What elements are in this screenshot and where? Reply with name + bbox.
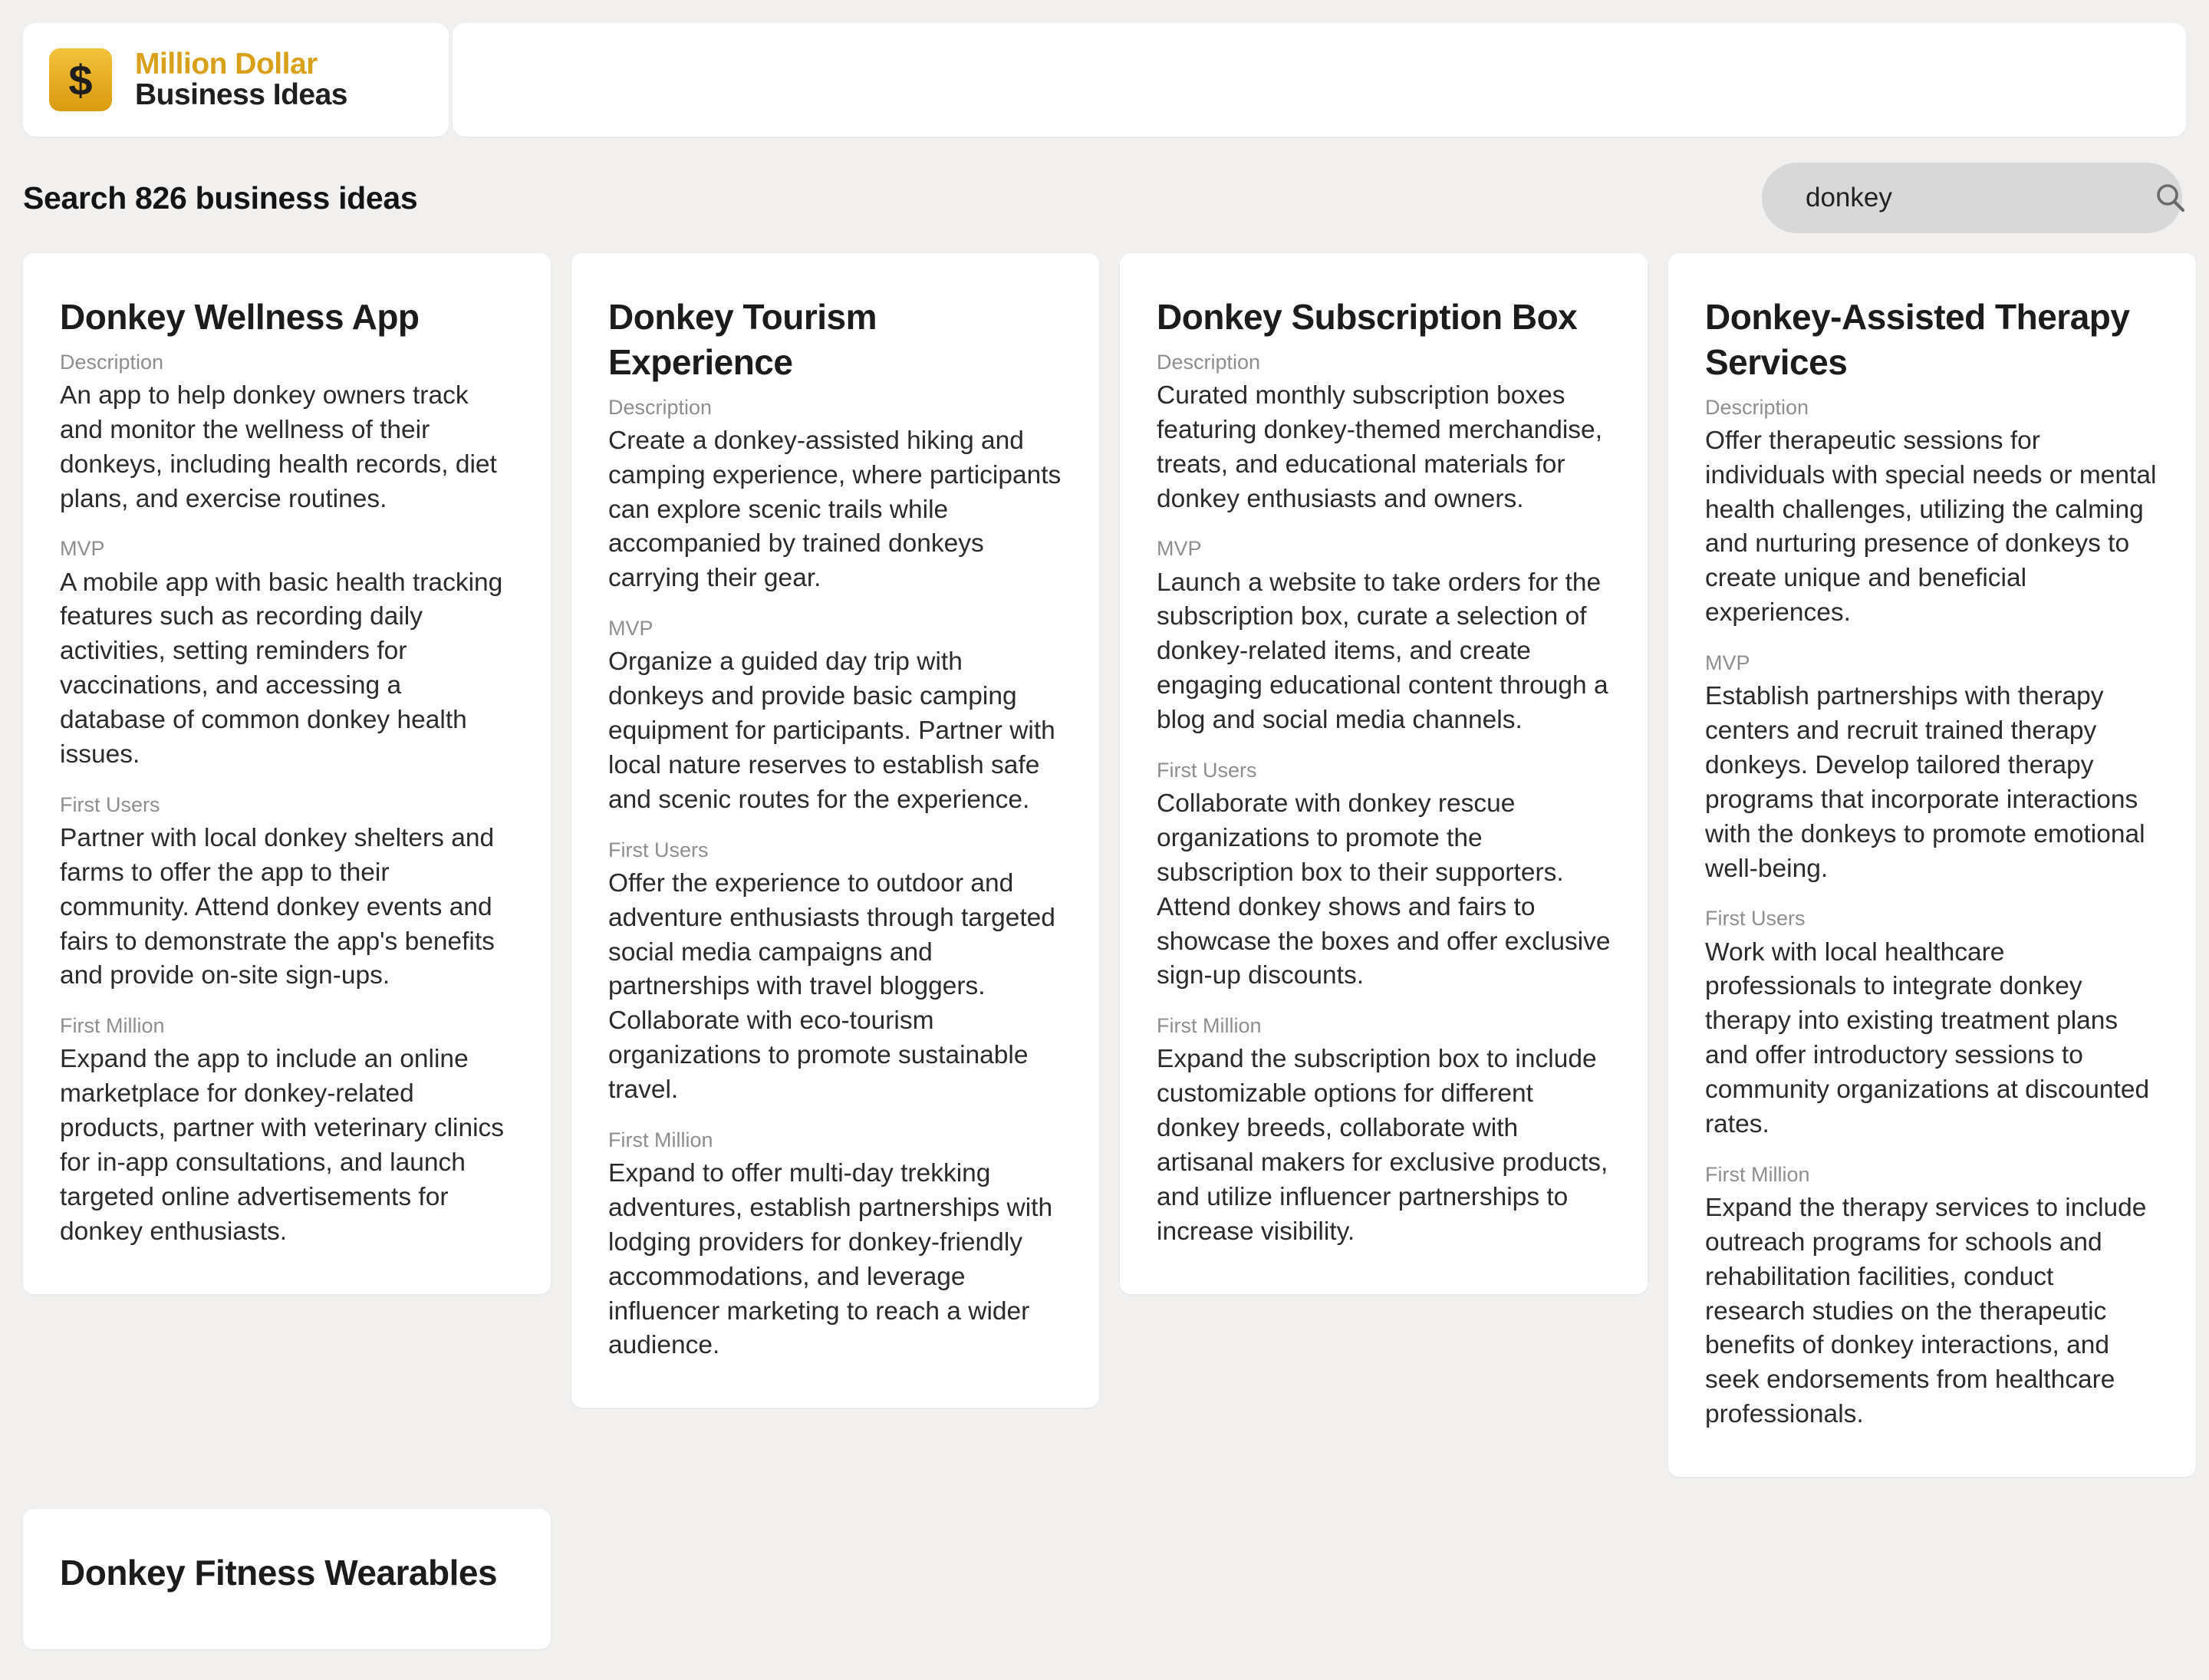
section-text: Launch a website to take orders for the subscription box, curate a selection of donkey-related items, and create engaging educational content through a blog and social media channels. — [1157, 568, 1608, 735]
search-box[interactable] — [1762, 163, 2182, 233]
idea-card[interactable] — [23, 253, 551, 1294]
dollar-glyph: $ — [68, 55, 93, 104]
section-text: An app to help donkey owners track and monitor the wellness of their donkeys, including health records, diet plans, and exercise routines. — [60, 380, 497, 513]
card-section — [1157, 349, 1611, 517]
search-row — [23, 163, 2182, 233]
section-label: Description — [1157, 350, 1261, 374]
card-title: Donkey Tourism Experience — [608, 297, 877, 382]
header — [23, 23, 2186, 137]
card-section — [60, 1013, 514, 1249]
logo-line2: Business Ideas — [135, 78, 347, 111]
idea-card[interactable] — [571, 253, 1099, 1408]
card-section — [60, 792, 514, 993]
card-section — [60, 535, 514, 772]
ideas-grid — [23, 253, 2196, 1649]
idea-card[interactable] — [1120, 253, 1648, 1294]
section-label: First Million — [608, 1128, 713, 1151]
section-label: MVP — [60, 537, 105, 561]
logo-line1: Million Dollar — [135, 48, 318, 81]
section-text: Curated monthly subscription boxes featuring donkey-themed merchandise, treats, and educational materials for donkey enthusiasts and owners. — [1157, 380, 1602, 513]
card-sections — [608, 394, 1062, 1364]
section-label: First Million — [1705, 1162, 1810, 1186]
idea-card[interactable] — [1668, 253, 2196, 1477]
dollar-logo-icon — [49, 48, 112, 111]
card-section — [608, 837, 1062, 1108]
section-label: First Users — [608, 838, 709, 861]
section-text: Offer the experience to outdoor and adventure enthusiasts through targeted social media campaigns and partnerships with travel bloggers. Collaborate with eco-tourism organizations to promote sustainable travel. — [608, 868, 1055, 1105]
section-label: Description — [608, 395, 713, 419]
section-text: Organize a guided day trip with donkeys and provide basic camping equipment for participants. Partner with local nature reserves to establish safe and scenic routes for the experience. — [608, 647, 1055, 814]
card-title: Donkey Subscription Box — [1157, 297, 1578, 337]
section-text: Create a donkey-assisted hiking and camping experience, where participants can explore scenic trails while accompanied by trained donkeys carrying their gear. — [608, 426, 1062, 593]
search-input[interactable] — [1804, 182, 2153, 214]
section-label: MVP — [608, 617, 653, 641]
section-label: Description — [60, 350, 164, 374]
card-sections — [60, 349, 514, 1250]
section-text: Expand the subscription box to include customizable options for different donkey breeds, collaborate with artisanal makers for exclusive products, and utilize influencer partnerships to increase visibility. — [1157, 1045, 1608, 1246]
section-text: Establish partnerships with therapy centers and recruit trained therapy donkeys. Develop tailored therapy programs that incorporate interactions with the donkeys to promote emotional well-being. — [1705, 682, 2145, 883]
section-label: MVP — [1705, 651, 1750, 675]
logo[interactable] — [23, 23, 449, 137]
card-title: Donkey-Assisted Therapy Services — [1705, 297, 2130, 382]
card-section — [1157, 1013, 1611, 1249]
card-section — [608, 1127, 1062, 1363]
card-section — [1157, 535, 1611, 737]
section-label: Description — [1705, 395, 1809, 419]
section-text: A mobile app with basic health tracking features such as recording daily activities, setting reminders for vaccinations, and accessing a database of common donkey health issues. — [60, 568, 503, 769]
section-text: Expand the therapy services to include outreach programs for schools and rehabilitation facilities, conduct research studies on the therapeutic benefits of donkey interactions, and seek endorsements from healthcare professionals. — [1705, 1193, 2147, 1429]
card-section — [1705, 650, 2159, 886]
card-section — [1705, 394, 2159, 631]
section-label: First Million — [60, 1014, 165, 1038]
card-section — [608, 394, 1062, 596]
card-sections — [1157, 349, 1611, 1250]
section-label: First Users — [60, 792, 160, 816]
section-text: Expand to offer multi-day trekking adventures, establish partnerships with lodging providers for donkey-friendly accommodations, and leverage influencer marketing to reach a wider audience. — [608, 1159, 1053, 1360]
section-text: Work with local healthcare professionals to integrate donkey therapy into existing treatment plans and offer introductory sessions to community organizations at discounted rates. — [1705, 937, 2150, 1138]
card-title: Donkey Fitness Wearables — [60, 1553, 498, 1593]
card-sections — [1705, 394, 2159, 1432]
search-icon[interactable] — [2153, 180, 2188, 216]
card-section — [1705, 905, 2159, 1141]
logo-wordmark — [135, 49, 347, 110]
section-text: Collaborate with donkey rescue organizations to promote the subscription box to their supporters. Attend donkey shows and fairs to showcase the boxes and offer exclusive sign-up discounts. — [1157, 789, 1611, 990]
section-text: Offer therapeutic sessions for individuals with special needs or mental health challenges, utilizing the calming and nurturing presence of donkeys to create unique and beneficial experiences. — [1705, 426, 2157, 628]
card-section — [608, 615, 1062, 817]
header-bar — [453, 23, 2186, 137]
section-label: MVP — [1157, 537, 1202, 561]
section-label: First Users — [1705, 907, 1806, 931]
section-label: First Million — [1157, 1014, 1262, 1038]
card-section — [1705, 1161, 2159, 1432]
section-text: Partner with local donkey shelters and farms to offer the app to their community. Attend donkey events and fairs to demonstrate the app's benefits and provide on-site sign-ups. — [60, 823, 495, 990]
page-title: Search 826 business ideas — [23, 180, 418, 216]
section-label: First Users — [1157, 758, 1257, 782]
section-text: Expand the app to include an online marketplace for donkey-related products, partner with veterinary clinics for in-app consultations, and launch targeted online advertisements for donkey enthusiasts. — [60, 1045, 505, 1246]
card-section — [1157, 757, 1611, 993]
idea-card[interactable] — [23, 1509, 551, 1649]
card-title: Donkey Wellness App — [60, 297, 420, 337]
card-section — [60, 349, 514, 517]
